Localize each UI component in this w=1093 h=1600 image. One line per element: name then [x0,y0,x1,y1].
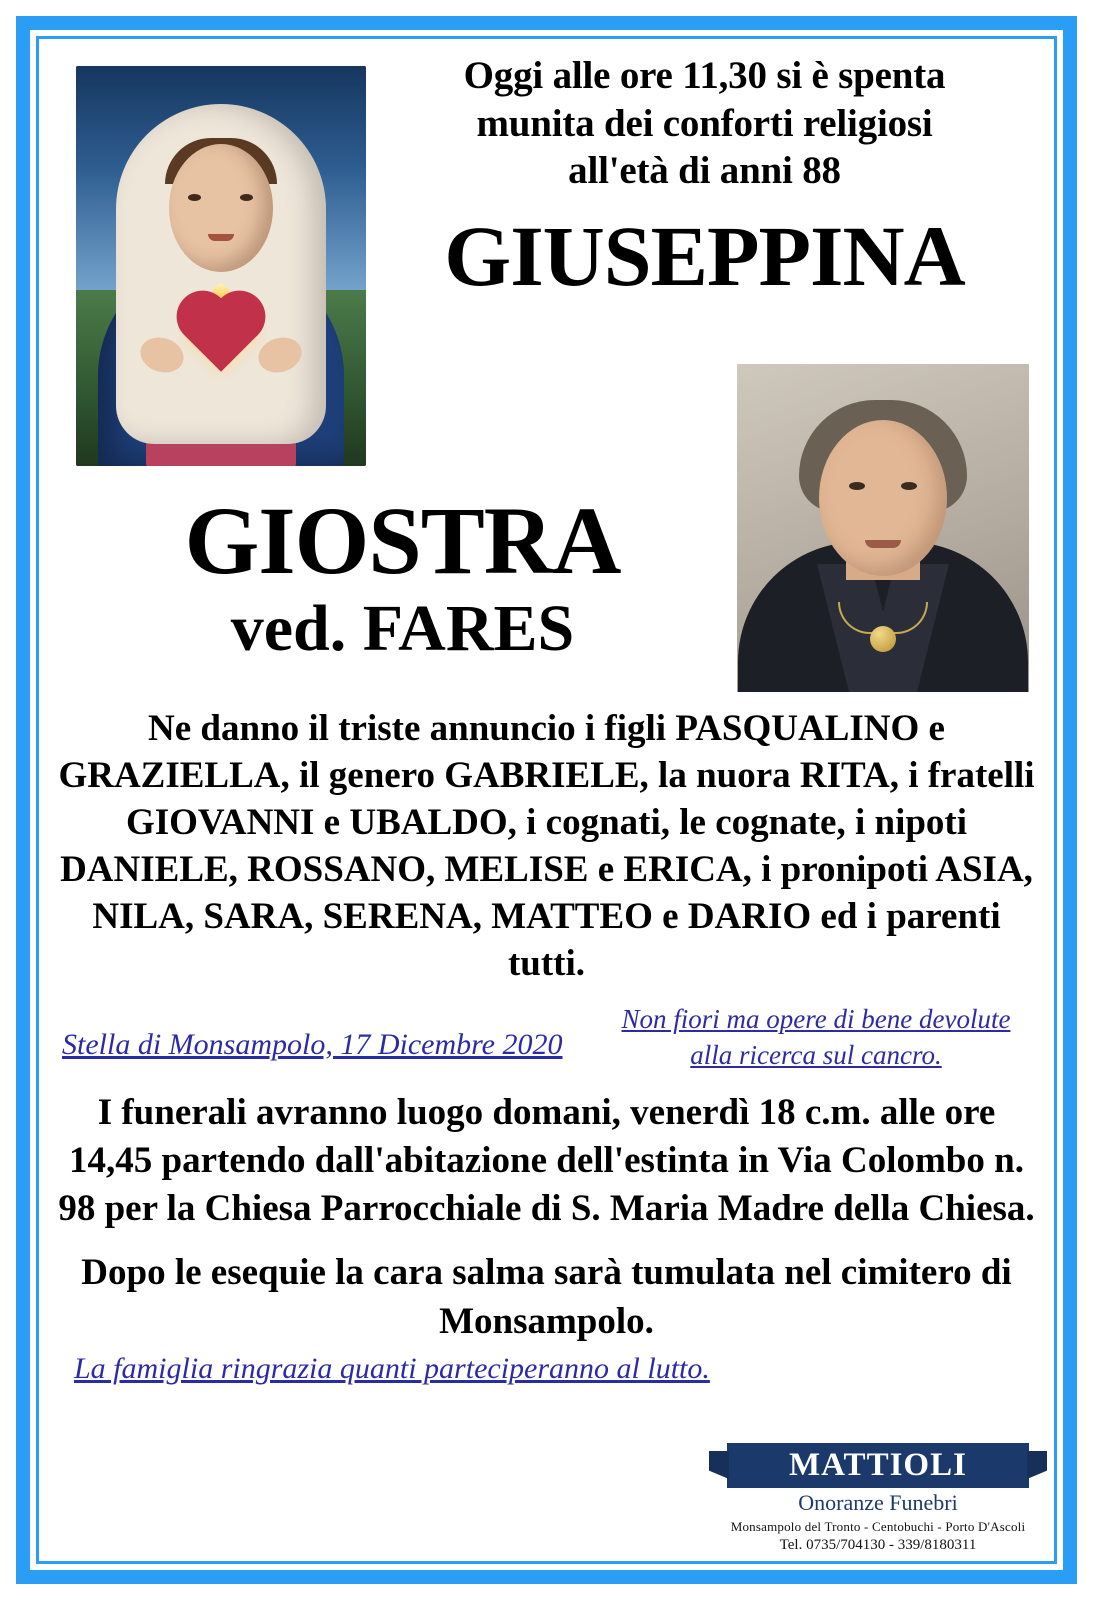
name-and-portrait-row [58,468,1035,692]
logo-subtitle: Onoranze Funebri [798,1490,958,1515]
place-and-flowers-row [58,1002,1035,1073]
lead-line-3: all'età di anni 88 [568,149,841,193]
family-announcement: Ne danno il triste annuncio i figli PASQUALINO e GRAZIELLA, il genero GABRIELE, la nuora RITA, i fratelli GIOVANNI e UBALDO, i cognati, le cognate, i nipoti DANIELE, ROSSANO, MELISE e ERICA, i pronipoti ASIA, NILA, SARA, SERENA, MATTEO e DARIO ed i parenti tutti. [58,708,1035,984]
portrait-eye-left [849,482,865,490]
necklace-pendant [870,626,896,652]
place-and-date: Stella di Monsampolo, 17 Dicembre 2020 [62,1027,563,1061]
lead-line-2: munita dei conforti religiosi [476,101,933,145]
deceased-name-block [58,468,737,666]
madonna-mouth [208,234,234,241]
funeral-details: I funerali avranno luogo domani, venerdì 18 c.m. alle ore 14,45 partendo dall'abitazione dell'estinta in Via Colombo n. 98 per la Chiesa Parrocchiale di S. Maria Madre della Chiesa. [58,1092,1035,1230]
flowers-note: Non fiori ma opere di bene devolute alla ricerca sul cancro. [621,1003,1011,1070]
funeral-home-logo [713,1443,1043,1554]
poster-content [44,44,1049,1556]
logo-company-name: MATTIOLI [727,1443,1029,1488]
portrait-mouth [865,540,901,548]
madonna-eye-right [240,194,253,201]
deceased-portrait-photo [737,364,1029,692]
portrait-face [819,420,947,576]
madonna-eye-left [188,194,201,201]
logo-phone: Tel. 0735/704130 - 339/8180311 [779,1537,977,1553]
madonna-face [169,144,273,272]
lead-text-block [366,52,1035,304]
logo-towns: Monsampolo del Tronto - Centobuchi - Porto D'Ascoli [730,1519,1026,1534]
burial-details: Dopo le esequie la cara salma sarà tumulata nel cimitero di Monsampolo. [81,1252,1012,1342]
portrait-eye-right [901,482,917,490]
lead-line-1: Oggi alle ore 11,30 si è spenta [463,54,946,97]
deceased-widow-of: ved. FARES [230,592,575,666]
deceased-surname: GIOSTRA [184,487,621,594]
deceased-first-name: GIUSEPPINA [444,207,965,304]
family-thanks: La famiglia ringrazia quanti parteciperanno al lutto. [74,1351,710,1385]
sacred-heart-madonna-image [76,66,366,466]
